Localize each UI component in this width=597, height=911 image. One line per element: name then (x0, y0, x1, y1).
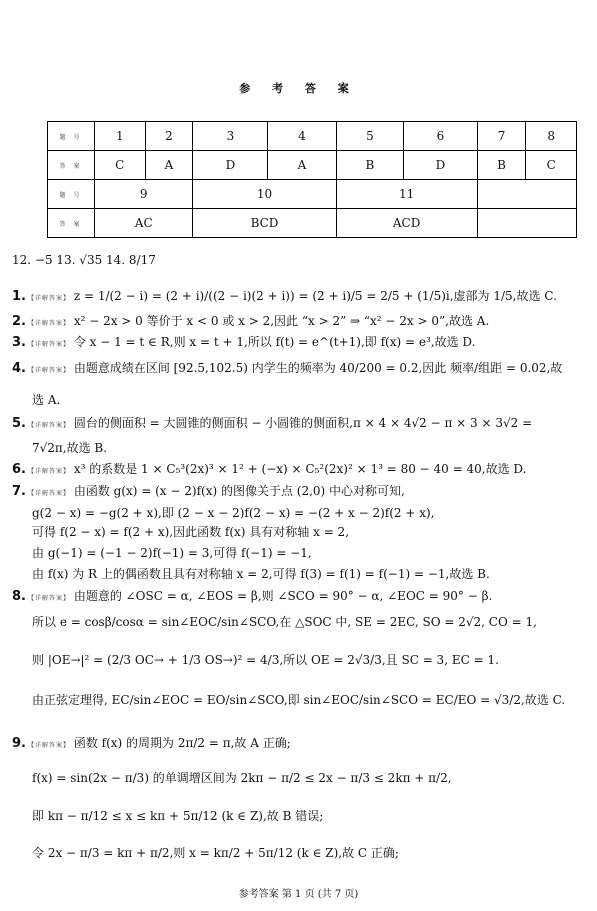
answer-tag: 【详解答案】 (27, 742, 70, 749)
question-number: 9. (12, 736, 26, 751)
solution-line (32, 440, 107, 456)
table-cell: A (145, 151, 193, 180)
table-cell (477, 209, 576, 238)
question-number: 7. (12, 484, 26, 499)
solution-text: 7√2π,故选 B. (32, 441, 108, 455)
solution-text: z = 1/(2 − i) = (2 + i)/((2 − i)(2 + i)) = (2 + i)/5 = 2/5 + (1/5)i,虚部为 1/5,故选 C. (70, 289, 557, 303)
page-title: 参 考 答 案 (239, 82, 358, 95)
table-row (48, 122, 577, 151)
table-cell: 6 (404, 122, 477, 151)
solution-line (32, 808, 323, 824)
table-row (48, 180, 577, 209)
table-cell: 7 (477, 122, 526, 151)
row-header: 答 案 (48, 209, 95, 238)
solution-line (32, 770, 452, 786)
table-row (48, 209, 577, 238)
answer-tag: 【详解答案】 (27, 367, 70, 374)
solution-text: f(x) = sin(2x − π/3) 的单调增区间为 2kπ − π/2 ≤ 2x − π/3 ≤ 2kπ + π/2, (32, 771, 452, 785)
table-cell: C (95, 151, 146, 180)
solution-text: 令 2x − π/3 = kπ + π/2,则 x = kπ/2 + 5π/12 (k ∈ Z),故 C 正确; (32, 846, 399, 860)
table-cell: 5 (336, 122, 404, 151)
solution-text: 由题意的 ∠OSC = α, ∠EOS = β,则 ∠SCO = 90° − α, ∠EOC = 90° − β. (70, 589, 493, 603)
table-cell: B (336, 151, 404, 180)
solution-text: 由正弦定理得, EC/sin∠EOC = EO/sin∠SCO,即 sin∠EOC/sin∠SCO = EC/EO = √3/2,故选 C. (32, 693, 566, 707)
row-header: 题 号 (48, 180, 95, 209)
answer-tag: 【详解答案】 (27, 422, 70, 429)
table-cell: 11 (336, 180, 477, 209)
table-cell: 1 (95, 122, 146, 151)
solution-line (32, 845, 399, 861)
solution-text: 由 f(x) 为 R 上的偶函数且具有对称轴 x = 2,可得 f(3) = f(1) = f(−1) = −1,故选 B. (32, 567, 490, 581)
question-number: 3. (12, 335, 26, 350)
solution-text: 可得 f(2 − x) = f(2 + x),因此函数 f(x) 具有对称轴 x = 2, (32, 525, 350, 539)
solution-line (12, 415, 532, 434)
solution-text: 则 |OE→|² = (2/3 OC→ + 1/3 OS→)² = 4/3,所以 OE = 2√3/3,且 SC = 3, EC = 1. (32, 653, 499, 667)
row-header: 题 号 (48, 122, 95, 151)
solution-line (32, 505, 435, 521)
row-header: 答 案 (48, 151, 95, 180)
solution-line (12, 735, 291, 754)
answer-tag: 【详解答案】 (27, 468, 70, 475)
table-cell: 3 (193, 122, 268, 151)
question-number: 4. (12, 361, 26, 376)
table-cell: 9 (95, 180, 193, 209)
solution-text: 令 x − 1 = t ∈ R,则 x = t + 1,所以 f(t) = e^(t+1),即 f(x) = e³,故选 D. (70, 335, 476, 349)
solution-text: 由题意成绩在区间 [92.5,102.5) 内学生的频率为 40/200 = 0.2,因此 频率/组距 = 0.02,故 (70, 361, 563, 375)
answer-tag: 【详解答案】 (27, 595, 70, 602)
solution-line (32, 524, 349, 540)
question-number: 2. (12, 314, 26, 329)
table-cell: D (404, 151, 477, 180)
table-cell: C (526, 151, 577, 180)
table-cell: D (193, 151, 268, 180)
solution-line (12, 588, 492, 607)
solution-line (12, 483, 405, 502)
solution-text: 函数 f(x) 的周期为 2π/2 = π,故 A 正确; (70, 736, 291, 750)
solution-text: 由函数 g(x) = (x − 2)f(x) 的图像关于点 (2,0) 中心对称可知, (70, 484, 405, 498)
table-cell: 8 (526, 122, 577, 151)
solution-line (12, 360, 562, 379)
solution-text: 所以 e = cosβ/cosα = sin∠EOC/sin∠SCO,在 △SOC 中, SE = 2EC, SO = 2√2, CO = 1, (32, 615, 537, 629)
solution-text: 由 g(−1) = (−1 − 2)f(−1) = 3,可得 f(−1) = −1, (32, 546, 312, 560)
solution-line (12, 288, 557, 307)
solution-line (32, 566, 490, 582)
solution-text: g(2 − x) = −g(2 + x),即 (2 − x − 2)f(2 − x) = −(2 + x − 2)f(2 + x), (32, 506, 435, 520)
solution-text: 圆台的侧面积 = 大圆锥的侧面积 − 小圆锥的侧面积,π × 4 × 4√2 − π × 3 × 3√2 = (70, 416, 533, 430)
table-cell: BCD (193, 209, 336, 238)
solution-line (32, 614, 537, 630)
solution-line (32, 392, 60, 408)
table-cell: AC (95, 209, 193, 238)
solution-line (12, 461, 526, 480)
answer-tag: 【详解答案】 (27, 320, 70, 327)
answer-tag: 【详解答案】 (27, 490, 70, 497)
solution-line (32, 652, 499, 668)
table-row (48, 151, 577, 180)
solution-line (12, 334, 475, 353)
table-cell (477, 180, 576, 209)
answer-table (47, 121, 577, 238)
table-cell: 4 (268, 122, 336, 151)
solution-line (32, 545, 312, 561)
solution-line (32, 692, 565, 708)
solution-text: x² − 2x > 0 等价于 x < 0 或 x > 2,因此 “x > 2” ⇒ “x² − 2x > 0”,故选 A. (70, 314, 490, 328)
solution-text: 即 kπ − π/12 ≤ x ≤ kπ + 5π/12 (k ∈ Z),故 B 错误; (32, 809, 324, 823)
table-cell: ACD (336, 209, 477, 238)
question-number: 8. (12, 589, 26, 604)
page-footer: 参考答案 第 1 页 (共 7 页) (238, 889, 359, 900)
answer-tag: 【详解答案】 (27, 341, 70, 348)
question-number: 1. (12, 289, 26, 304)
answer-tag: 【详解答案】 (27, 295, 70, 302)
fill-in-answers: 12. −5 13. √35 14. 8/17 (12, 253, 156, 267)
solution-text: x³ 的系数是 1 × C₅³(2x)³ × 1² + (−x) × C₅²(2x)² × 1³ = 80 − 40 = 40,故选 D. (70, 462, 527, 476)
table-cell: 2 (145, 122, 193, 151)
solution-text: 选 A. (32, 393, 61, 407)
table-cell: 10 (193, 180, 336, 209)
question-number: 6. (12, 462, 26, 477)
solution-line (12, 313, 489, 332)
question-number: 5. (12, 416, 26, 431)
table-cell: B (477, 151, 526, 180)
table-cell: A (268, 151, 336, 180)
